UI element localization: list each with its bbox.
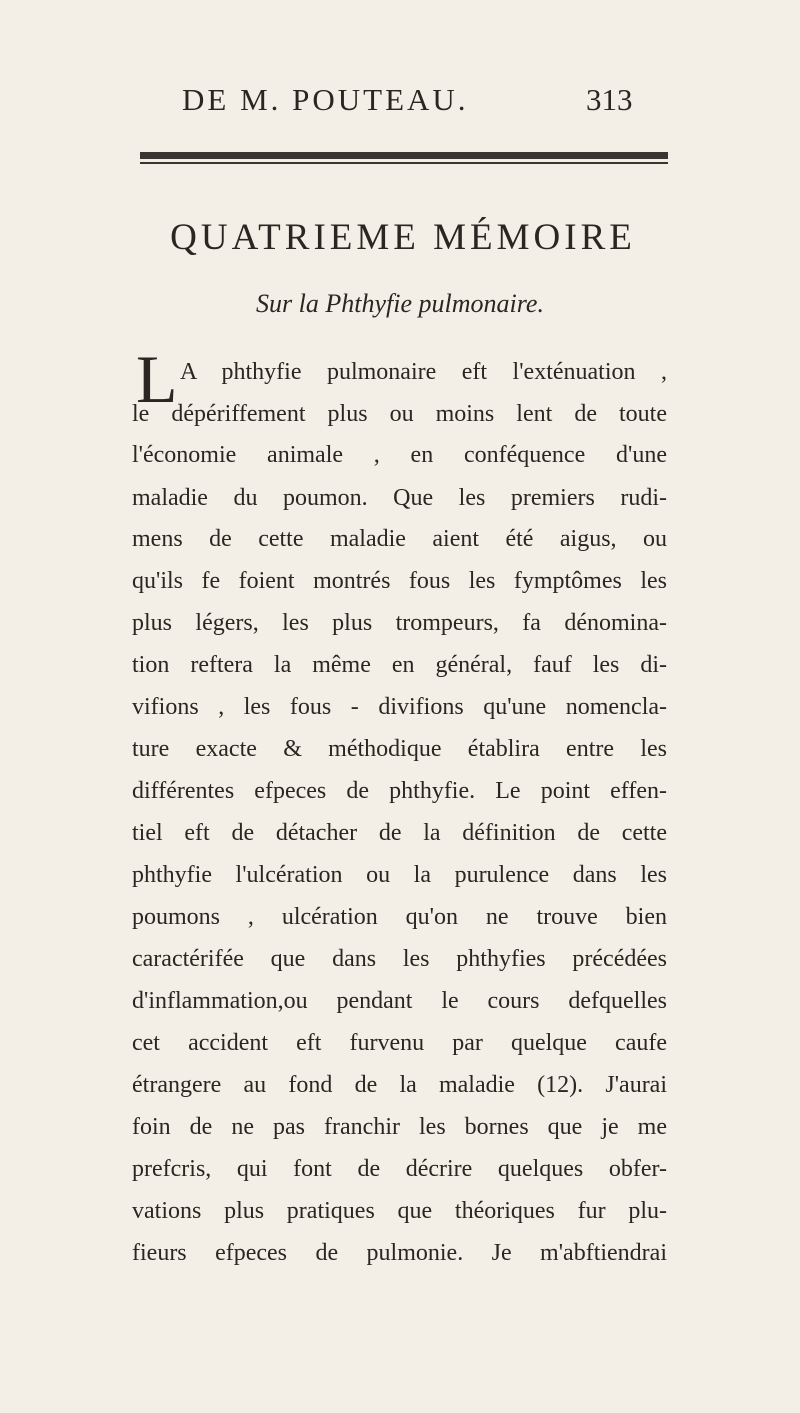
text-line: fieurs efpeces de pulmonie. Je m'abftiendrai [132, 1240, 667, 1266]
text-line: tion reftera la même en général, fauf les di- [132, 652, 667, 678]
text-line: différentes efpeces de phthyfie. Le point effen- [132, 778, 667, 804]
text-line: vations plus pratiques que théoriques fur plu- [132, 1198, 667, 1224]
text-line: foin de ne pas franchir les bornes que je me [132, 1114, 667, 1140]
text-line: A phthyfie pulmonaire eft l'exténuation , [180, 359, 667, 385]
running-head-title: DE M. POUTEAU. [182, 82, 469, 117]
text-line: d'inflammation,ou pendant le cours defquelles [132, 988, 667, 1014]
text-line: plus légers, les plus trompeurs, fa dénomina- [132, 610, 667, 636]
ornamental-rule-thick [140, 152, 668, 159]
text-line: tiel eft de détacher de la définition de cette [132, 820, 667, 846]
text-line: maladie du poumon. Que les premiers rudi- [132, 485, 667, 511]
text-line: poumons , ulcération qu'on ne trouve bien [132, 904, 667, 930]
text-line: phthyfie l'ulcération ou la purulence dans les [132, 862, 667, 888]
text-line: l'économie animale , en conféquence d'une [132, 442, 667, 468]
page-number: 313 [586, 82, 633, 117]
memoir-subtitle: Sur la Phthyfie pulmonaire. [256, 289, 544, 318]
text-line: prefcris, qui font de décrire quelques obfer- [132, 1156, 667, 1182]
text-line: cet accident eft furvenu par quelque caufe [132, 1030, 667, 1056]
text-line: étrangere au fond de la maladie (12). J'aurai [132, 1072, 667, 1098]
running-head [0, 82, 800, 126]
text-line: caractérifée que dans les phthyfies précédées [132, 946, 667, 972]
ornamental-rule-thin [140, 162, 668, 164]
text-line: mens de cette maladie aient été aigus, ou [132, 526, 667, 552]
memoir-title: QUATRIEME MÉMOIRE [170, 217, 636, 258]
drop-cap: L [136, 341, 178, 417]
text-line: qu'ils fe foient montrés fous les fymptômes les [132, 568, 667, 594]
text-line: ture exacte & méthodique établira entre les [132, 736, 667, 762]
text-line: vifions , les fous - divifions qu'une nomencla- [132, 694, 667, 720]
text-line: le dépériffement plus ou moins lent de toute [132, 401, 667, 427]
